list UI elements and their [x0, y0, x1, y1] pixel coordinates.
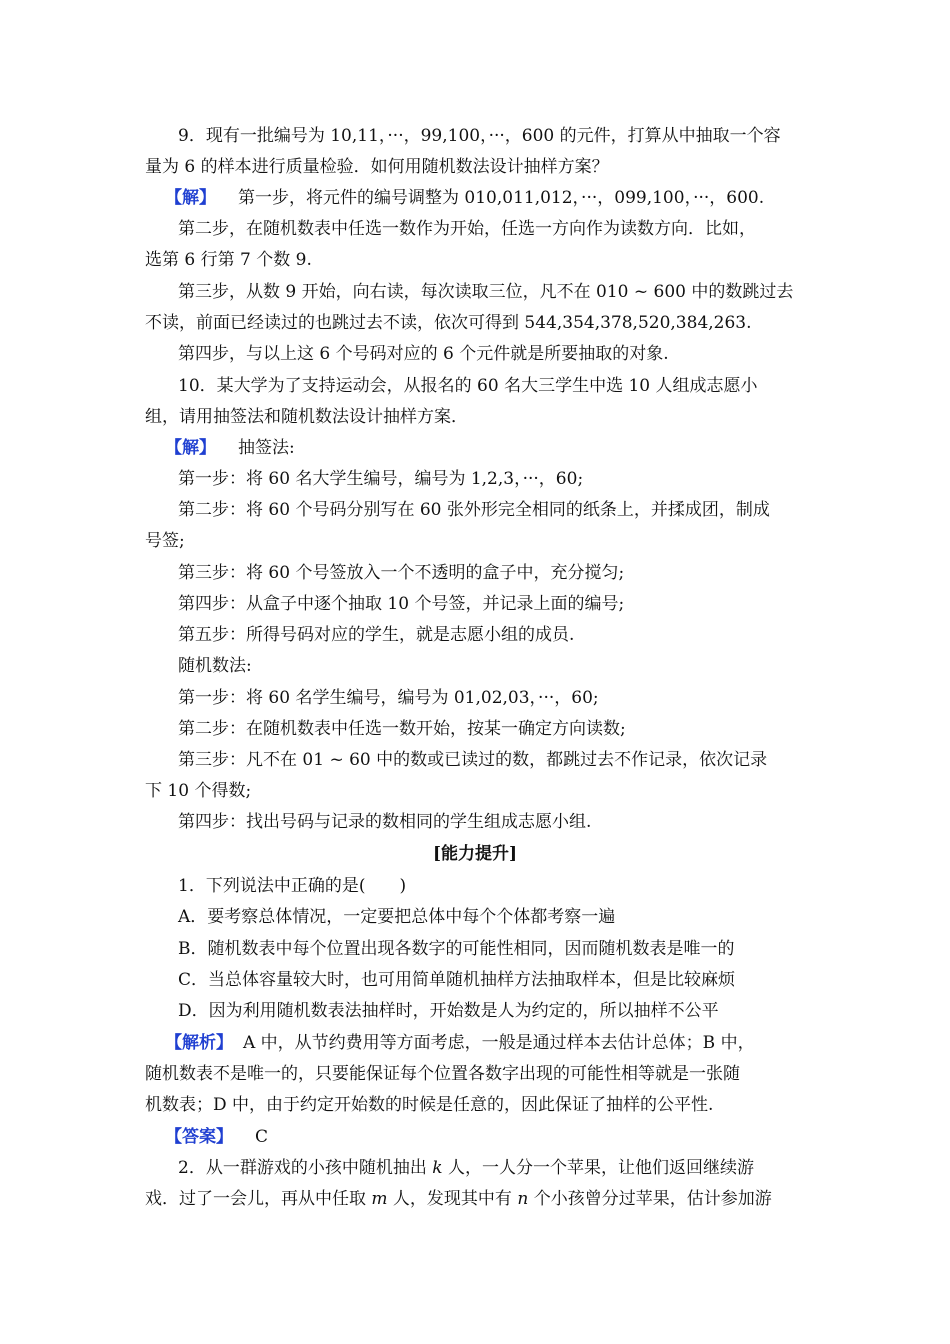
- q10-m1-step-3: 第三步：将 60 个号签放入一个不透明的盒子中，充分搅匀;: [178, 563, 625, 583]
- q9-step-1-text: 第一步，将元件的编号调整为 010,011,012，···，099,100，···，600.: [238, 188, 765, 208]
- q10-m2-step-1: 第一步：将 60 名学生编号，编号为 01,02,03，···，60;: [178, 688, 599, 708]
- q9-step-3-line-2: 不读，前面已经读过的也跳过去不读，依次可得到 544,354,378,520,384,263.: [145, 313, 752, 333]
- p2-var-n: n: [517, 1189, 529, 1209]
- p1-answer-line: [0, 1125, 950, 1149]
- section-title: [能力提升]: [432, 844, 518, 864]
- p1-analysis-line-2: 随机数表不是唯一的，只要能保证每个位置各数字出现的可能性相等就是一张随: [145, 1064, 740, 1084]
- q10-method-1-title: 抽签法:: [238, 438, 295, 458]
- solution-tag: 【解】: [165, 438, 216, 458]
- p1-analysis-line-3: 机数表；D 中，由于约定开始数的时候是任意的，因此保证了抽样的公平性.: [145, 1095, 714, 1115]
- q9-line-1: 9．现有一批编号为 10,11，···，99,100，···，600 的元件，打算从中抽取一个容: [178, 126, 781, 146]
- p1-analysis-line-1: [0, 1031, 950, 1055]
- p2-line-2: [0, 1187, 950, 1211]
- p2-var-k: k: [432, 1158, 443, 1178]
- q9-step-2-line-2: 选第 6 行第 7 个数 9.: [145, 250, 312, 270]
- p2-text-2b: 人，发现其中有: [387, 1189, 518, 1209]
- q10-method-2-title: 随机数法:: [178, 656, 252, 676]
- q10-m2-step-3-line-1: 第三步：凡不在 01 ~ 60 中的数或已读过的数，都跳过去不作记录，依次记录: [178, 750, 768, 770]
- q10-solution-header: [0, 436, 950, 460]
- q9-step-3-line-1: 第三步，从数 9 开始，向右读，每次读取三位，凡不在 010 ~ 600 中的数跳过去: [178, 282, 794, 302]
- p1-option-b: B．随机数表中每个位置出现各数字的可能性相同，因而随机数表是唯一的: [178, 939, 735, 959]
- q9-solution-step-1: [0, 186, 950, 210]
- solution-tag: 【解】: [165, 188, 216, 208]
- q10-line-2: 组，请用抽签法和随机数法设计抽样方案．: [145, 407, 468, 427]
- q9-step-2-line-1: 第二步，在随机数表中任选一数作为开始，任选一方向作为读数方向．比如，: [178, 219, 756, 239]
- answer-tag: 【答案】: [165, 1127, 233, 1147]
- q9-step-4: 第四步，与以上这 6 个号码对应的 6 个元件就是所要抽取的对象.: [178, 344, 669, 364]
- p2-text-2a: 戏．过了一会儿，再从中任取: [145, 1189, 372, 1209]
- q10-m1-step-4: 第四步：从盒子中逐个抽取 10 个号签，并记录上面的编号;: [178, 594, 625, 614]
- p2-text-1b: 人，一人分一个苹果，让他们返回继续游: [442, 1158, 754, 1178]
- q9-line-2: 量为 6 的样本进行质量检验．如何用随机数法设计抽样方案？: [145, 157, 609, 177]
- p1-option-c: C．当总体容量较大时，也可用简单随机抽样方法抽取样本，但是比较麻烦: [178, 970, 736, 990]
- p1-answer-value: C: [255, 1127, 269, 1147]
- q10-m2-step-4: 第四步：找出号码与记录的数相同的学生组成志愿小组.: [178, 812, 592, 832]
- p1-option-a: A．要考察总体情况，一定要把总体中每个个体都考察一遍: [178, 907, 616, 927]
- q10-m1-step-2-line-1: 第二步：将 60 个号码分别写在 60 张外形完全相同的纸条上，并揉成团，制成: [178, 500, 770, 520]
- p2-text-1a: 2．从一群游戏的小孩中随机抽出: [178, 1158, 433, 1178]
- q10-m1-step-2-line-2: 号签;: [145, 531, 185, 551]
- p2-text-2c: 个小孩曾分过苹果，估计参加游: [528, 1189, 772, 1209]
- p2-line-1: [0, 1156, 950, 1180]
- p1-option-d: D．因为利用随机数表法抽样时，开始数是人为约定的，所以抽样不公平: [178, 1001, 719, 1021]
- analysis-tag: 【解析】: [165, 1033, 233, 1053]
- q10-line-1: 10．某大学为了支持运动会，从报名的 60 名大三学生中选 10 人组成志愿小: [178, 376, 758, 396]
- p2-var-m: m: [371, 1189, 388, 1209]
- p1-stem: 1．下列说法中正确的是( ): [178, 876, 407, 896]
- q10-m1-step-1: 第一步：将 60 名大学生编号，编号为 1,2,3，···，60;: [178, 469, 584, 489]
- q10-m2-step-2: 第二步：在随机数表中任选一数开始，按某一确定方向读数;: [178, 719, 626, 739]
- q10-m1-step-5: 第五步：所得号码对应的学生，就是志愿小组的成员.: [178, 625, 575, 645]
- p1-analysis-text-1: A 中，从节约费用等方面考虑，一般是通过样本去估计总体；B 中，: [243, 1033, 755, 1053]
- q10-m2-step-3-line-2: 下 10 个得数;: [145, 781, 252, 801]
